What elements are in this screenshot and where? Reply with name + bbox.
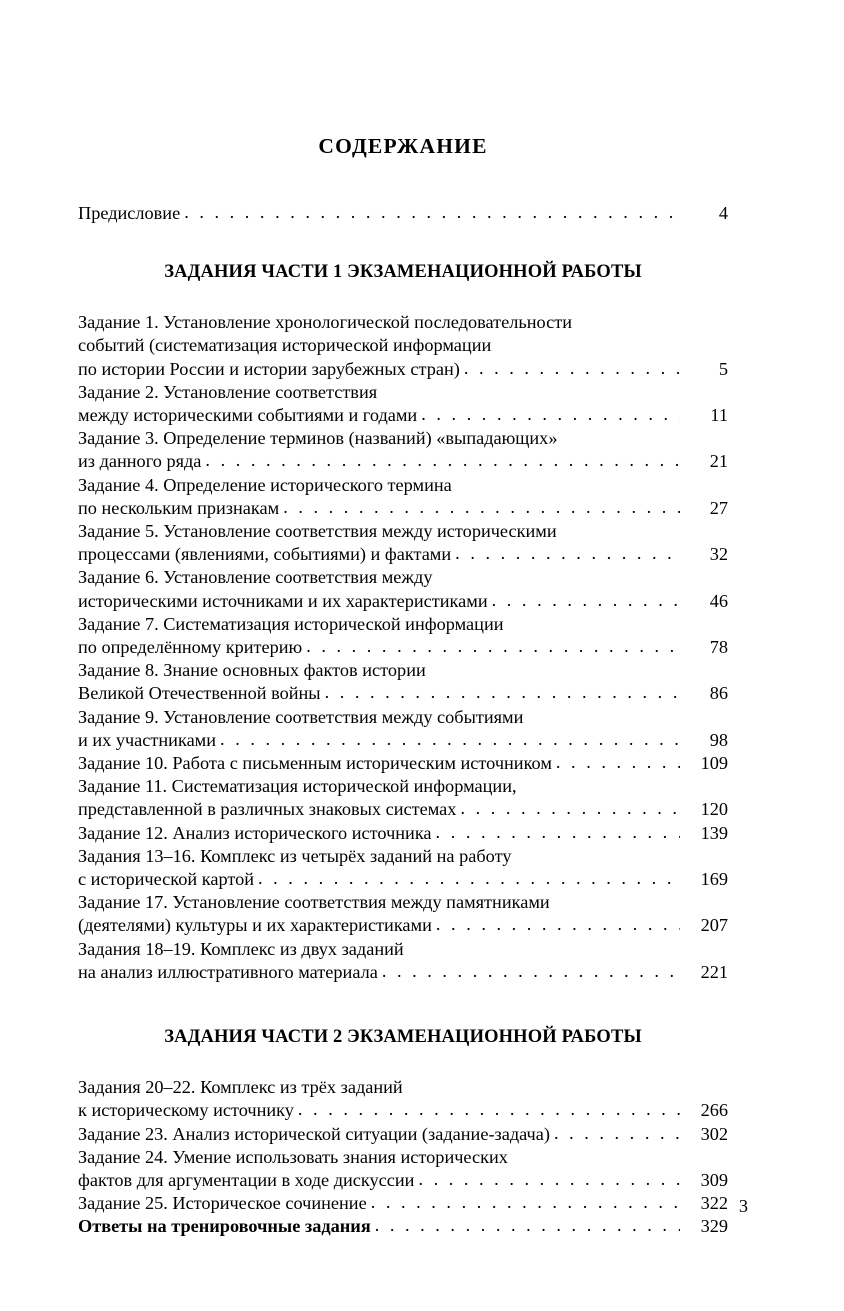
toc-entry-1-4-label: по нескольким признакам xyxy=(78,497,280,518)
dot-leader xyxy=(375,1214,680,1237)
toc-entry-1-12-label: Задание 12. Анализ исторического источника xyxy=(78,822,432,843)
toc-entry-1-7[interactable] xyxy=(78,613,728,659)
dot-leader xyxy=(184,201,680,224)
toc-entry-1-13-label: с исторической картой xyxy=(78,868,255,889)
toc-entry-2-1-label: к историческому источнику xyxy=(78,1100,294,1121)
dot-leader xyxy=(258,867,680,890)
toc-entry-2-4-label: Задание 25. Историческое сочинение xyxy=(78,1193,367,1214)
toc-entry-1-11-line: Задание 11. Систематизация исторической информации, xyxy=(78,776,517,797)
toc-entry-1-11-label: представленной в различных знаковых системах xyxy=(78,799,457,820)
toc-entry-1-1-line: событий (систематизация исторической информации xyxy=(78,335,492,356)
dot-leader xyxy=(556,751,680,774)
toc-body xyxy=(78,202,728,1239)
toc-entry-1-5-label: процессами (явлениями, событиями) и фактами xyxy=(78,544,452,565)
toc-entry-preface-last-line xyxy=(78,202,728,225)
toc-entry-1-9[interactable] xyxy=(78,706,728,752)
toc-entry-2-3-last-line xyxy=(78,1169,728,1192)
dot-leader xyxy=(205,449,680,472)
toc-entry-1-10-last-line xyxy=(78,752,728,775)
toc-entry-1-3[interactable] xyxy=(78,427,728,473)
toc-entry-1-15-last-line xyxy=(78,961,728,984)
toc-entry-1-8-page-number: 86 xyxy=(709,683,728,704)
dot-leader xyxy=(298,1098,680,1121)
toc-entry-2-3-label: фактов для аргументации в ходе дискуссии xyxy=(78,1170,415,1191)
toc-entry-1-6-page-number: 46 xyxy=(709,590,728,611)
toc-entry-2-2-page-number: 302 xyxy=(700,1123,728,1144)
toc-entry-2-1-page-number: 266 xyxy=(700,1100,728,1121)
toc-entry-1-11[interactable] xyxy=(78,775,728,821)
dot-leader xyxy=(283,496,680,519)
toc-entry-1-6[interactable] xyxy=(78,566,728,612)
toc-entry-1-5-line: Задание 5. Установление соответствия между историческими xyxy=(78,520,557,541)
dot-leader xyxy=(421,403,680,426)
toc-content xyxy=(78,0,728,1239)
toc-entry-1-9-line: Задание 9. Установление соответствия между событиями xyxy=(78,706,524,727)
page-title: СОДЕРЖАНИЕ xyxy=(318,134,488,158)
toc-entry-1-5-last-line xyxy=(78,543,728,566)
toc-entry-1-1-page-number: 5 xyxy=(718,358,728,379)
toc-entry-2-4-page-number: 322 xyxy=(700,1193,728,1214)
toc-entry-1-6-line: Задание 6. Установление соответствия между xyxy=(78,567,433,588)
toc-entry-1-4[interactable] xyxy=(78,474,728,520)
toc-entry-1-12-page-number: 139 xyxy=(700,822,728,843)
dot-leader xyxy=(554,1122,680,1145)
toc-entry-1-7-line: Задание 7. Систематизация исторической информации xyxy=(78,613,504,634)
dot-leader xyxy=(371,1191,680,1214)
toc-entry-1-12-last-line xyxy=(78,822,728,845)
toc-entry-1-1-line: Задание 1. Установление хронологической последовательности xyxy=(78,312,572,333)
dot-leader xyxy=(436,821,680,844)
toc-entry-1-9-page-number: 98 xyxy=(709,729,728,750)
toc-entry-1-2-page-number: 11 xyxy=(710,404,728,425)
section-heading-1: ЗАДАНИЯ ЧАСТИ 1 ЭКЗАМЕНАЦИОННОЙ РАБОТЫ xyxy=(164,261,642,282)
toc-entry-2-2[interactable] xyxy=(78,1123,728,1146)
toc-entry-1-3-label: из данного ряда xyxy=(78,451,202,472)
toc-entry-1-1[interactable] xyxy=(78,311,728,381)
toc-entry-2-1-last-line xyxy=(78,1099,728,1122)
toc-entry-1-5-page-number: 32 xyxy=(709,544,728,565)
toc-entry-1-11-last-line xyxy=(78,798,728,821)
toc-entry-1-5[interactable] xyxy=(78,520,728,566)
dot-leader xyxy=(492,589,680,612)
toc-entry-1-8-line: Задание 8. Знание основных фактов истории xyxy=(78,660,426,681)
dot-leader xyxy=(418,1168,680,1191)
toc-entry-1-4-page-number: 27 xyxy=(709,497,728,518)
dot-leader xyxy=(464,357,680,380)
dot-leader xyxy=(460,797,680,820)
dot-leader xyxy=(436,913,680,936)
toc-entry-1-7-page-number: 78 xyxy=(709,636,728,657)
toc-entry-2-3-page-number: 309 xyxy=(700,1170,728,1191)
toc-entry-2-3-line: Задание 24. Умение использовать знания исторических xyxy=(78,1146,508,1167)
toc-entry-1-15[interactable] xyxy=(78,938,728,984)
dot-leader xyxy=(382,960,680,983)
toc-entry-1-8-last-line xyxy=(78,682,728,705)
toc-entry-preface-page-number: 4 xyxy=(718,202,728,223)
toc-entry-1-11-page-number: 120 xyxy=(700,799,728,820)
toc-entry-1-2-line: Задание 2. Установление соответствия xyxy=(78,381,378,402)
toc-entry-2-5[interactable] xyxy=(78,1215,728,1238)
toc-entry-2-5-label: Ответы на тренировочные задания xyxy=(78,1216,371,1237)
toc-entry-1-8-label: Великой Отечественной войны xyxy=(78,683,321,704)
toc-entry-1-14[interactable] xyxy=(78,891,728,937)
toc-entry-1-9-last-line xyxy=(78,729,728,752)
dot-leader xyxy=(306,635,680,658)
toc-entry-1-8[interactable] xyxy=(78,659,728,705)
toc-entry-1-14-label: (деятелями) культуры и их характеристиками xyxy=(78,915,432,936)
toc-entry-1-7-last-line xyxy=(78,636,728,659)
toc-entry-1-6-label: историческими источниками и их характеристиками xyxy=(78,590,488,611)
toc-entry-2-4-last-line xyxy=(78,1192,728,1215)
toc-entry-2-5-page-number: 329 xyxy=(700,1216,728,1237)
toc-entry-2-3[interactable] xyxy=(78,1146,728,1192)
toc-entry-1-13-page-number: 169 xyxy=(700,868,728,889)
toc-entry-2-2-last-line xyxy=(78,1123,728,1146)
section-heading-2: ЗАДАНИЯ ЧАСТИ 2 ЭКЗАМЕНАЦИОННОЙ РАБОТЫ xyxy=(164,1027,642,1047)
toc-entry-1-2-last-line xyxy=(78,404,728,427)
toc-entry-1-1-last-line xyxy=(78,358,728,381)
toc-entry-1-3-page-number: 21 xyxy=(709,451,728,472)
toc-entry-1-3-last-line xyxy=(78,450,728,473)
toc-entry-1-12[interactable] xyxy=(78,822,728,845)
toc-entry-2-2-label: Задание 23. Анализ исторической ситуации (задание-задача) xyxy=(78,1123,550,1144)
toc-entry-1-14-last-line xyxy=(78,914,728,937)
toc-entry-1-1-label: по истории России и истории зарубежных стран) xyxy=(78,358,460,379)
toc-entry-1-14-line: Задание 17. Установление соответствия между памятниками xyxy=(78,892,550,913)
dot-leader xyxy=(325,681,680,704)
toc-entry-1-14-page-number: 207 xyxy=(700,915,728,936)
toc-entry-1-4-last-line xyxy=(78,497,728,520)
toc-entry-preface-label: Предисловие xyxy=(78,202,181,223)
toc-entry-2-4[interactable] xyxy=(78,1192,728,1215)
toc-entry-1-9-label: и их участниками xyxy=(78,729,217,750)
toc-entry-1-13-line: Задания 13–16. Комплекс из четырёх заданий на работу xyxy=(78,845,512,866)
toc-entry-1-10[interactable] xyxy=(78,752,728,775)
toc-entry-1-6-last-line xyxy=(78,590,728,613)
toc-entry-1-2-label: между историческими событиями и годами xyxy=(78,404,418,425)
toc-entry-1-13[interactable] xyxy=(78,845,728,891)
page-folio: 3 xyxy=(738,1196,748,1216)
toc-entry-2-1[interactable] xyxy=(78,1076,728,1122)
dot-leader xyxy=(220,728,680,751)
dot-leader xyxy=(455,542,680,565)
toc-entry-1-2[interactable] xyxy=(78,381,728,427)
toc-entry-1-13-last-line xyxy=(78,868,728,891)
toc-entry-1-15-label: на анализ иллюстративного материала xyxy=(78,961,378,982)
toc-entry-1-3-line: Задание 3. Определение терминов (названий) «выпадающих» xyxy=(78,428,558,449)
toc-entry-preface[interactable] xyxy=(78,202,728,225)
toc-entry-1-7-label: по определённому критерию xyxy=(78,636,303,657)
toc-entry-1-10-page-number: 109 xyxy=(700,752,728,773)
toc-entry-1-15-page-number: 221 xyxy=(700,961,728,982)
toc-entry-1-15-line: Задания 18–19. Комплекс из двух заданий xyxy=(78,938,404,959)
toc-entry-1-10-label: Задание 10. Работа с письменным историческим источником xyxy=(78,752,552,773)
toc-entry-1-4-line: Задание 4. Определение исторического термина xyxy=(78,474,452,495)
toc-entry-2-5-last-line xyxy=(78,1215,728,1238)
toc-entry-2-1-line: Задания 20–22. Комплекс из трёх заданий xyxy=(78,1077,403,1098)
